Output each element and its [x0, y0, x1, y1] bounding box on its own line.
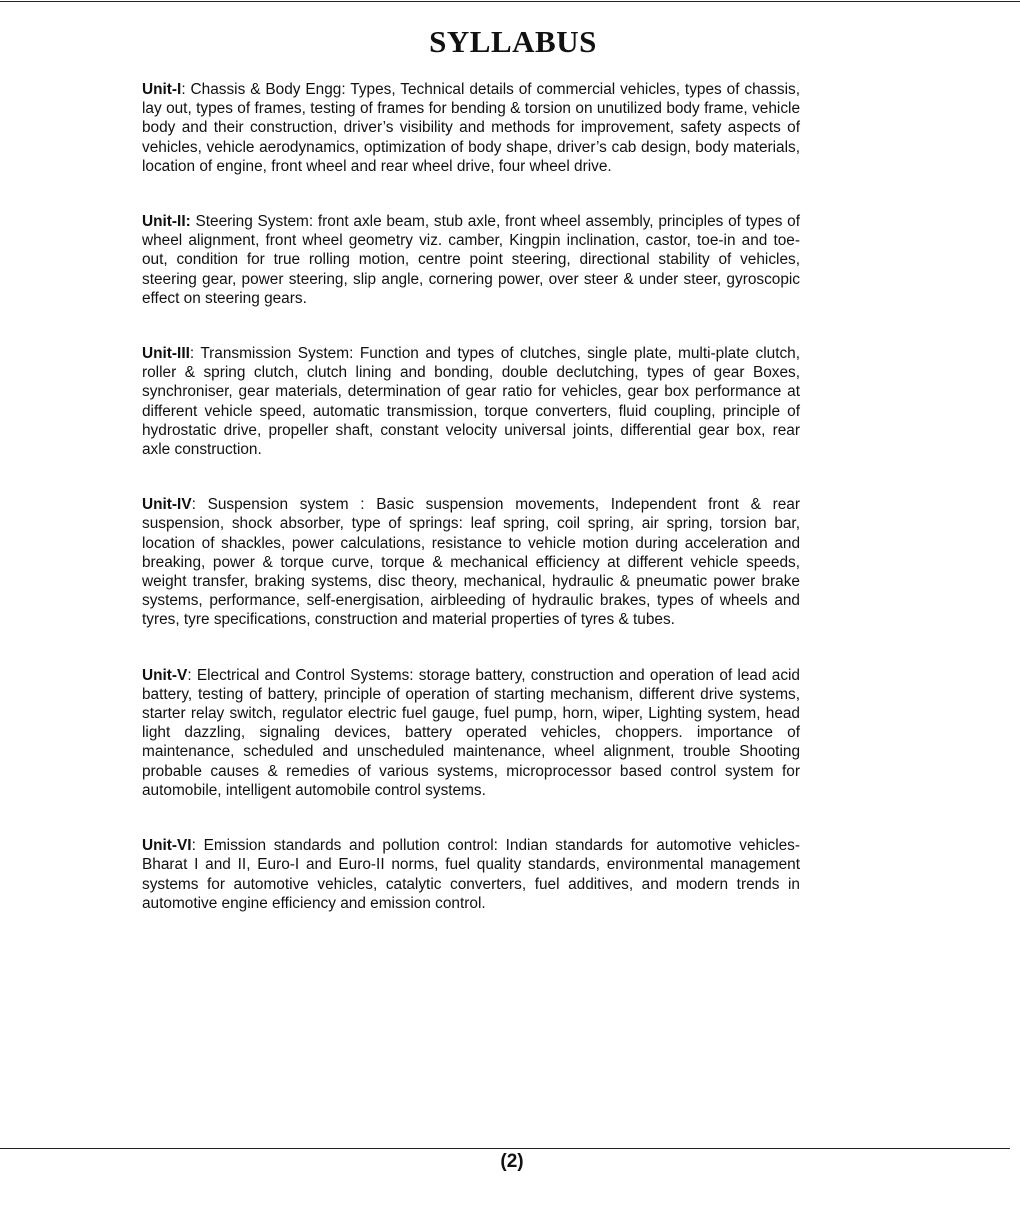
unit-2-text: Steering System: front axle beam, stub axle, front wheel assembly, principles of types of wheel alignment, front wheel geometry viz. camber, Kingpin inclination, castor, toe-in and toe-out, condition for true rolling motion, centre point steering, directional stability of vehicles, steering gear, power steering, slip angle, cornering power, over steer & under steer, gyroscopic effect on steering gears.	[142, 213, 800, 307]
unit-3-label: Unit-III	[142, 345, 190, 363]
unit-1-text: : Chassis & Body Engg: Types, Technical details of commercial vehicles, types of chassis, lay out, types of frames, testing of frames for bending & torsion on unutilized body frame, vehicle body and their construction, driver’s visibility and methods for improvement, safety aspects of vehicles, vehicle aerodynamics, optimization of body shape, driver’s cab design, body materials, location of engine, front wheel and rear wheel drive, four wheel drive.	[142, 81, 800, 175]
top-rule	[0, 1, 1020, 2]
unit-3	[142, 344, 800, 459]
syllabus-content	[142, 80, 800, 949]
unit-6-label: Unit-VI	[142, 837, 192, 855]
unit-2	[142, 212, 800, 308]
unit-1	[142, 80, 800, 176]
unit-4-text: : Suspension system : Basic suspension movements, Independent front & rear suspension, shock absorber, type of springs: leaf spring, coil spring, air spring, torsion bar, location of shackles, power calculations, resistance to vehicle motion during acceleration and breaking, power & torque curve, torque & mechanical efficiency at different vehicle speeds, weight transfer, braking systems, disc theory, mechanical, hydraulic & pneumatic power brake systems, performance, self-energisation, airbleeding of hydraulic brakes, types of wheels and tyres, tyre specifications, construction and material properties of tyres & tubes.	[142, 496, 800, 629]
unit-5-text: : Electrical and Control Systems: storage battery, construction and operation of lead acid battery, testing of battery, principle of operation of starting mechanism, different drive systems, starter relay switch, regulator electric fuel gauge, fuel pump, horn, wiper, Lighting system, head light dazzling, signaling devices, battery operated vehicles, choppers. importance of maintenance, scheduled and unscheduled maintenance, wheel alignment, trouble Shooting probable causes & remedies of various systems, microprocessor based control system for automobile, intelligent automobile control systems.	[142, 666, 800, 799]
unit-2-label: Unit-II:	[142, 213, 191, 231]
unit-4	[142, 495, 800, 629]
unit-6-text: : Emission standards and pollution control: Indian standards for automotive vehicles-Bharat I and II, Euro-I and Euro-II norms, fuel quality standards, environmental management systems for automotive vehicles, catalytic converters, fuel additives, and modern trends in automotive engine efficiency and emission control.	[142, 837, 800, 912]
unit-5-label: Unit-V	[142, 666, 188, 684]
page-title: SYLLABUS	[429, 24, 597, 59]
unit-3-text: : Transmission System: Function and types of clutches, single plate, multi-plate clutch, roller & spring clutch, clutch lining and bonding, double declutching, types of gear Boxes, synchroniser, gear materials, determination of gear ratio for vehicles, gear box performance at different vehicle speed, automatic transmission, torque converters, fluid coupling, principle of hydrostatic drive, propeller shaft, constant velocity universal joints, differential gear box, rear axle construction.	[142, 345, 800, 459]
unit-1-label: Unit-I	[142, 81, 182, 98]
unit-5	[142, 666, 800, 800]
unit-4-label: Unit-IV	[142, 496, 192, 514]
unit-6	[142, 836, 800, 913]
page-number: (2)	[500, 1151, 524, 1172]
bottom-rule	[0, 1148, 1010, 1149]
